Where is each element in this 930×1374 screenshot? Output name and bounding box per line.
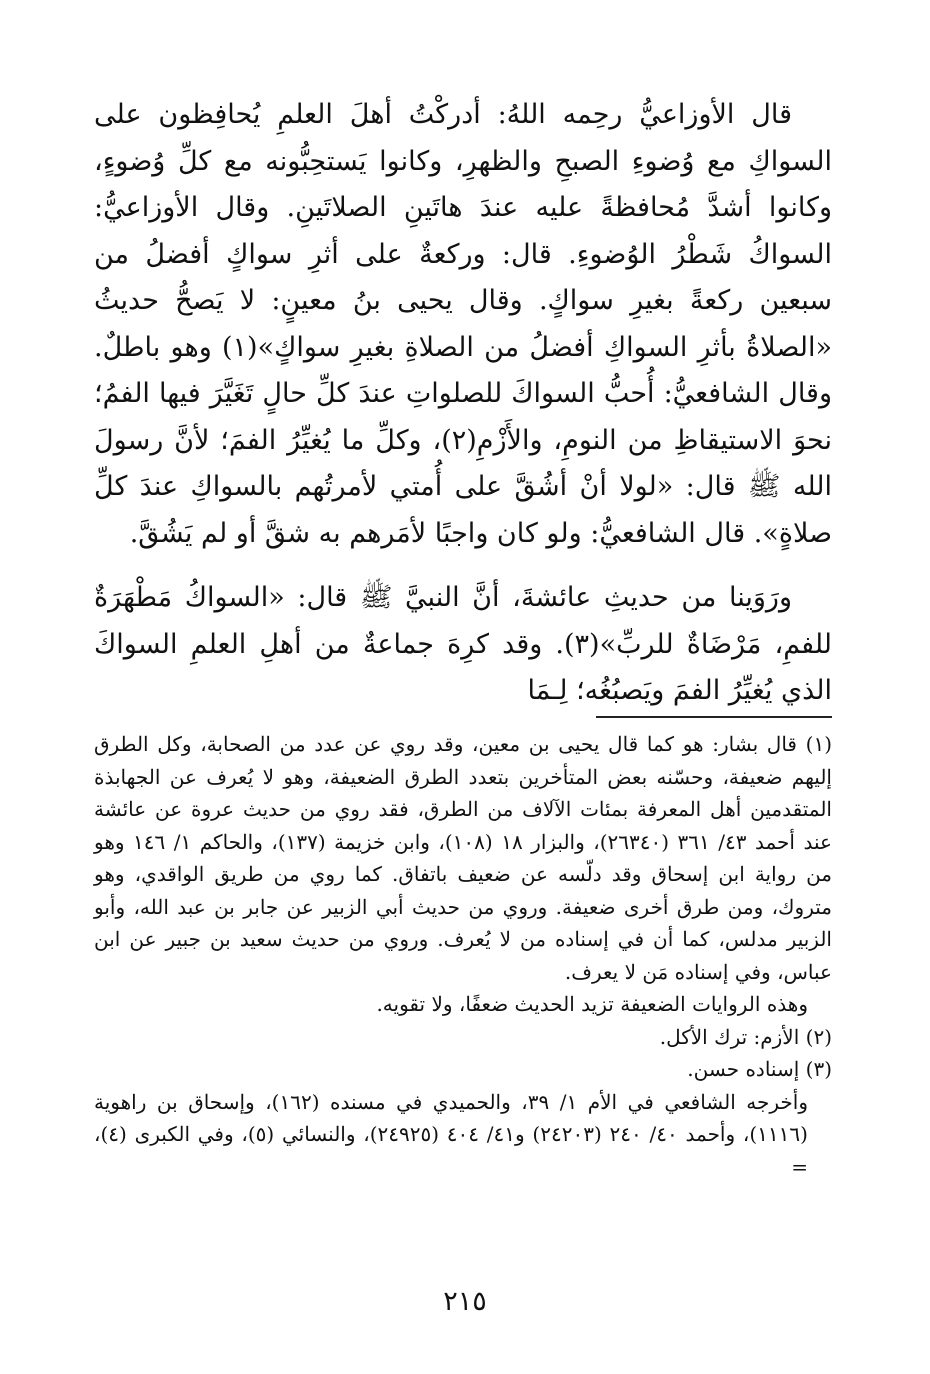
page-number: ٢١٥ [443,1286,487,1317]
paragraph-1: قال الأوزاعيُّ رحِمه اللهُ: أدركْتُ أهلَ العلمِ يُحافِظون على السواكِ مع وُضوءِ الصبحِ والظهرِ، وكانوا يَستحِبُّونه مع كلِّ وُضوءٍ، وكانوا أشدَّ مُحافظةً عليه عندَ هاتَينِ الصلاتَينِ. وقال الأوزاعيُّ: السواكُ شَطْرُ الوُضوءِ. قال: وركعةٌ على أثرِ سواكٍ أفضلُ من سبعين ركعةً بغيرِ سواكٍ. وقال يحيى بنُ معينٍ: لا يَصحُّ حديثُ «الصلاةُ بأثرِ السواكِ أفضلُ من الصلاةِ بغيرِ سواكٍ»(١) وهو باطلٌ. وقال الشافعيُّ: أُحبُّ السواكَ للصلواتِ عندَ كلِّ حالٍ تَغَيَّرَ فيها الفمُ؛ نحوَ الاستيقاظِ من النومِ، والأَزْمِ(٢)، وكلِّ ما يُغيِّرُ الفمَ؛ لأنَّ رسولَ الله ﷺ قال: «لولا أنْ أشُقَّ على أُمتي لأمرتُهم بالسواكِ عندَ كلِّ صلاةٍ». قال الشافعيُّ: ولو كان واجبًا لأمَرهم به شقَّ أو لم يَشُقَّ. [94,99,832,549]
footnote-2: (٢) الأزم: ترك الأكل. [659,1024,832,1049]
footnotes [94,728,832,1183]
paragraph-2: ورَوَينا من حديثِ عائشةَ، أنَّ النبيَّ ﷺ قال: «السواكُ مَطْهَرَةٌ للفمِ، مَرْضَاةٌ للربِّ»(٣). وقد كرِهَ جماعةٌ من أهلِ العلمِ السواكَ الذي يُغيِّرُ الفمَ ويَصبُغُه؛ لِـمَا [94,582,832,706]
footnote-1-continuation: وهذه الروايات الضعيفة تزيد الحديث ضعفًا، ولا تقويه. [376,992,808,1016]
footnote-3-continuation: وأخرجه الشافعي في الأم ١/ ٣٩، والحميدي في مسنده (١٦٢)، وإسحاق بن راهوية (١١١٦)، وأحمد ٤٠/ ٢٤٠ (٢٤٢٠٣) و٤١/ ٤٠٤ (٢٤٩٢٥)، والنسائي (٥)، وفي الكبرى (٤)، = [94,1089,809,1179]
main-text [94,92,832,715]
footnote-3: (٣) إسناده حسن. [687,1057,832,1081]
footnote-1: (١) قال بشار: هو كما قال يحيى بن معين، وقد روي عن عدد من الصحابة، وكل الطرق إليهم ضعيفة، وحسّنه بعض المتأخرين بتعدد الطرق الضعيفة، وهو لا يُعرف عن الجهابذة المتقدمين أهل المعرفة بمئات الآلاف من الطرق، فقد روي من حديث عروة عن عائشة عند أحمد ٤٣/ ٣٦١ (٢٦٣٤٠)، والبزار ١٨ (١٠٨)، وابن خزيمة (١٣٧)، والحاكم ١/ ١٤٦ وهو من رواية ابن إسحاق وقد دلّسه عن ضعيف باتفاق. كما روي من طريق الواقدي، وهو متروك، ومن طرق أخرى ضعيفة. وروي من حديث أبي الزبير عن جابر بن عبد الله، وأبو الزبير مدلس، كما أن في إسناده من لا يُعرف. وروي من حديث سعيد بن جبير عن ابن عباس، وفي إسناده مَن لا يعرف. [94,732,832,984]
footnote-separator [596,716,832,718]
